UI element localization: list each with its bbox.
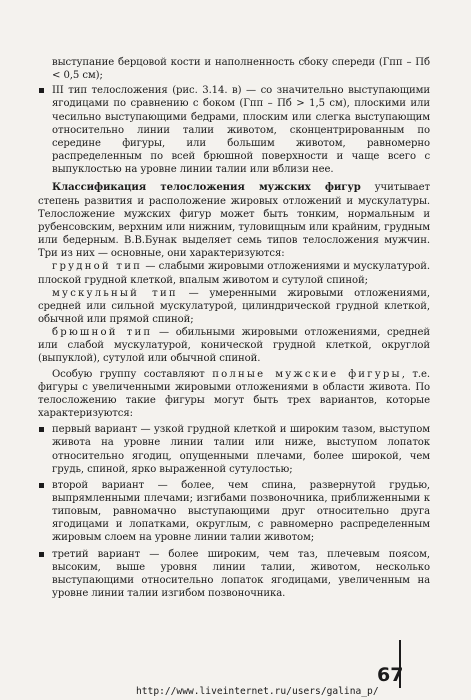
type-chest: [38, 260, 430, 286]
special-post: , т.е. фигуры с увеличенными жировыми отложениями в области живота. По телосложению такие фигуры могут быть трех вариантов, которые характеризуются:: [38, 368, 430, 420]
type-desc: — обильными жировыми отложениями, средней или слабой мускулатурой, конической грудной клеткой, округлой (выпуклой), сутулой или обычной спиной.: [38, 327, 430, 365]
variant-item: [38, 548, 430, 601]
page-number: 67: [377, 664, 404, 686]
special-term: полные мужские фигуры: [212, 368, 402, 380]
classification-text: учитывает степень развития и расположение жировых отложений и мускулатуры. Телосложение мужских фигур может быть тонким, нормальным и рубенсовским, верхним или нижним, туловищным или крайним, грудным или бедерным. В.В.Бунак выделяет семь типов телосложения мужчин. Три из них — основные, они характеризуются:: [38, 182, 430, 260]
footer-url[interactable]: http://www.liveinternet.ru/users/galina_p/: [136, 686, 379, 697]
classification-paragraph: [38, 181, 430, 260]
special-paragraph: [38, 368, 430, 421]
type-muscle: [38, 287, 430, 326]
type3-text: III тип телосложения (рис. 3.14. в) — со значительно выступающими ягодицами по сравнению с боком (Гпп – Пб > 1,5 см), плоскими или чесильно выступающими бедрами, плоским или слегка выступающим относительно линии талии животом, сконцентрированным по середине фигуры, или большим животом, равномерно распределенным по всей брюшной поверхности и чаще всего с выпуклостью на уровне линии талии или вблизи нее.: [52, 85, 430, 176]
variants-list: [38, 423, 430, 600]
variant-item: [38, 423, 430, 476]
classification-heading: Классификация телосложения мужских фигур: [52, 182, 361, 194]
variant-text: третий вариант — более широким, чем таз, плечевым поясом, высоким, выше уровня линии талии, животом, несколько выступающими относительно лопаток ягодицами, увеличенным на уровне линии талии изгибом позвоночника.: [52, 548, 430, 600]
type-desc: — слабыми жировыми отложениями и мускулатурой. плоской грудной клеткой, впалым животом и сутулой спиной;: [38, 261, 431, 286]
bullet-square-icon: [39, 427, 44, 432]
variant-text: второй вариант — более, чем спина, развернутой грудью, выпрямленными плечами; изгибами позвоночника, приближенными к типовым, равномачно выступающими друг относительно друга ягодицами и лопатками, округлым, с равномерно распределенным жировым слоем на уровне линии талии животом;: [52, 479, 430, 544]
type-belly: [38, 326, 430, 365]
bullet-square-icon: [39, 552, 44, 557]
type-term: мускульный тип: [52, 287, 178, 299]
type-term: брюшной тип: [52, 327, 153, 339]
bullet-square-icon: [39, 88, 44, 93]
bullet-square-icon: [39, 483, 44, 488]
type-term: грудной тип: [52, 261, 143, 273]
variant-text: первый вариант — узкой грудной клеткой и широким тазом, выступом живота на уровне линии талии или ниже, выступом лопаток относительно ягодиц, опущенными плечами, более широкой, чем грудь, спиной, ярко выраженной сутулостью;: [52, 424, 430, 475]
intro-paragraph: выступание берцовой кости и наполненность сбоку спереди (Гпп – Пб < 0,5 см);: [52, 57, 430, 82]
type3-item: [38, 84, 430, 176]
body-text: [38, 56, 430, 600]
special-pre: Особую группу составляют: [52, 368, 213, 380]
variant-item: [38, 479, 430, 545]
type-desc: — умеренными жировыми отложениями, средней или сильной мускулатурой, цилиндрической грудной клеткой, обычной или прямой спиной;: [38, 287, 430, 325]
